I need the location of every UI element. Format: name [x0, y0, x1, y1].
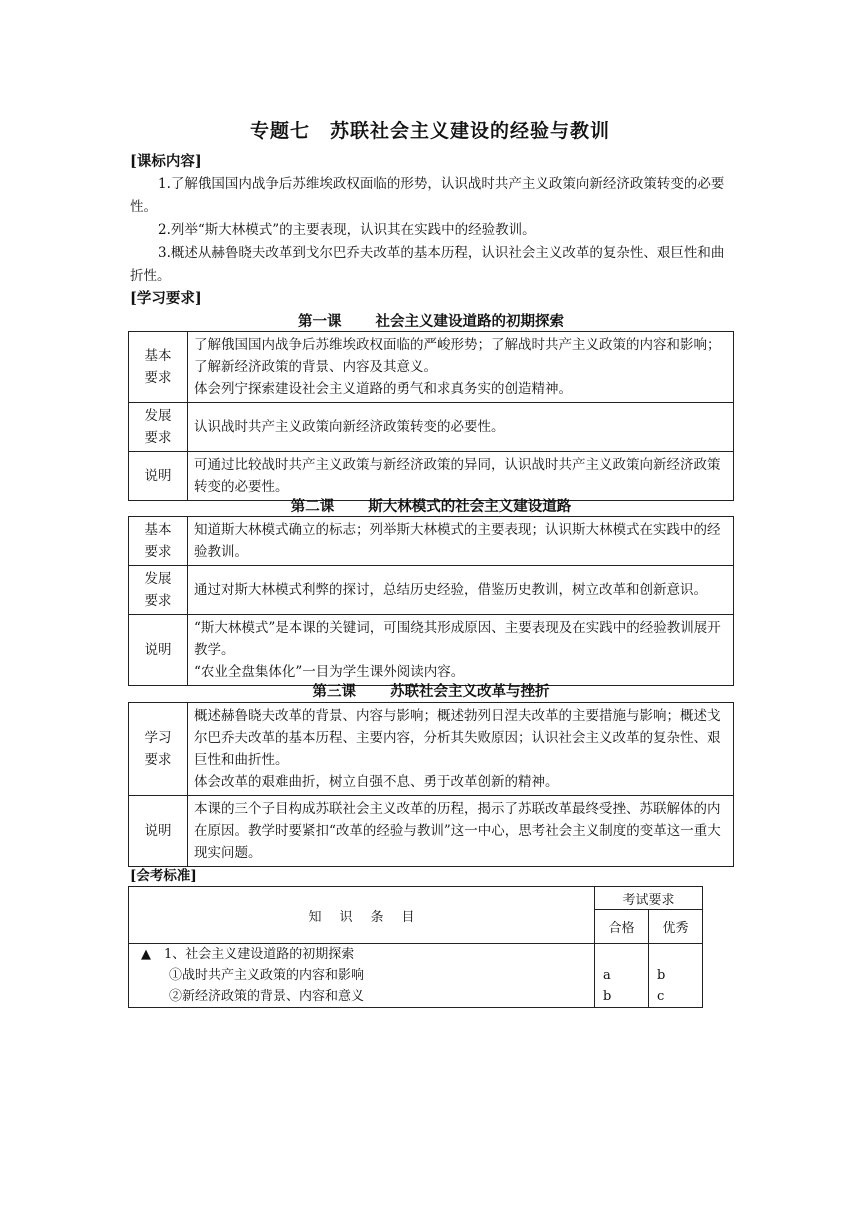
basic-label: 基本要求: [129, 332, 188, 403]
develop-text: 通过对斯大林模式利弊的探讨，总结历史经验，借鉴历史教训，树立改革和创新意识。: [188, 566, 734, 615]
lesson-2-table: [128, 516, 734, 686]
curriculum-content: [130, 173, 730, 288]
curriculum-item: 2.列举“斯大林模式”的主要表现，认识其在实践中的经验教训。: [158, 222, 536, 238]
col-pass-header: 合格: [595, 910, 649, 944]
note-label: 说明: [129, 796, 188, 867]
lesson-2-title: [128, 495, 734, 516]
pass-values: [595, 944, 649, 1008]
document-title: 专题七 苏联社会主义建设的经验与教训: [249, 120, 610, 142]
list-item: ②新经济政策的背景、内容和意义: [169, 989, 365, 1004]
develop-label: 发展要求: [129, 403, 188, 452]
lesson-2-name: 斯大林模式的社会主义建设道路: [368, 499, 572, 515]
table-row: [129, 332, 734, 403]
note-text: 可通过比较战时共产主义政策与新经济政策的异同，认识战时共产主义政策向新经济政策转变的必要性。: [188, 452, 734, 501]
basic-text: 知道斯大林模式确立的标志；列举斯大林模式的主要表现；认识斯大林模式在实践中的经验教训。: [188, 517, 734, 566]
table-row: [129, 566, 734, 615]
standard-items: [129, 944, 595, 1008]
curriculum-item: 1.了解俄国国内战争后苏维埃政权面临的形势，认识战时共产主义政策向新经济政策转变的必要性。: [130, 176, 725, 215]
standard-table: [128, 886, 703, 1008]
lesson-2-number: 第二课: [290, 499, 335, 515]
col-items-header: 知识条目: [129, 887, 595, 944]
lesson-1-name: 社会主义建设道路的初期探索: [375, 314, 564, 330]
table-row: [129, 615, 734, 686]
pass-value: b: [603, 989, 612, 1004]
table-row: [129, 944, 703, 1008]
study-label: 学习要求: [129, 703, 188, 796]
table-row: [129, 517, 734, 566]
lesson-3-table: [128, 702, 734, 867]
table-row: [129, 452, 734, 501]
lesson-1-table: [128, 331, 734, 501]
table-row: [129, 796, 734, 867]
study-heading: [学习要求]: [130, 290, 202, 307]
note-label: 说明: [129, 615, 188, 686]
develop-label: 发展要求: [129, 566, 188, 615]
pass-value: a: [603, 968, 611, 983]
curriculum-item: 3.概述从赫鲁晓夫改革到戈尔巴乔夫改革的基本历程，认识社会主义改革的复杂性、艰巨性和曲折性。: [130, 245, 725, 284]
table-row: [129, 703, 734, 796]
basic-label: 基本要求: [129, 517, 188, 566]
col-excel-header: 优秀: [649, 910, 703, 944]
lesson-1-title: [128, 310, 734, 331]
basic-text: 了解俄国国内战争后苏维埃政权面临的严峻形势；了解战时共产主义政策的内容和影响；了解新经济政策的背景、内容及其意义。 体会列宁探索建设社会主义道路的勇气和求真务实的创造精神。: [188, 332, 734, 403]
excel-value: b: [657, 968, 666, 983]
table-row: [129, 403, 734, 452]
list-item: ①战时共产主义政策的内容和影响: [169, 968, 365, 983]
lesson-3-name: 苏联社会主义改革与挫折: [390, 684, 550, 700]
develop-text: 认识战时共产主义政策向新经济政策转变的必要性。: [188, 403, 734, 452]
lesson-3-number: 第三课: [312, 684, 356, 700]
excel-values: [649, 944, 703, 1008]
excel-value: c: [657, 989, 665, 1004]
col-req-header: 考试要求: [595, 887, 703, 910]
note-text: “斯大林模式”是本课的关键词，可围绕其形成原因、主要表现及在实践中的经验教训展开教学。 “农业全盘集体化”一目为学生课外阅读内容。: [188, 615, 734, 686]
study-text: 概述赫鲁晓夫改革的背景、内容与影响；概述勃列日涅夫改革的主要措施与影响；概述戈尔巴乔夫改革的基本历程、主要内容，分析其失败原因；认识社会主义改革的复杂性、艰巨性和曲折性。 体会改革的艰难曲折，树立自强不息、勇于改革创新的精神。: [188, 703, 734, 796]
table-row: [129, 887, 703, 910]
group-title: ▲ 1、社会主义建设道路的初期探索: [141, 947, 355, 962]
lesson-3-title: [128, 680, 734, 701]
note-text: 本课的三个子目构成苏联社会主义改革的历程，揭示了苏联改革最终受挫、苏联解体的内在原因。教学时要紧扣“改革的经验与教训”这一中心，思考社会主义制度的变革这一重大现实问题。: [188, 796, 734, 867]
note-label: 说明: [129, 452, 188, 501]
lesson-1-number: 第一课: [298, 314, 342, 330]
standard-heading: [会考标准]: [130, 868, 197, 884]
curriculum-heading: [课标内容]: [130, 153, 202, 170]
